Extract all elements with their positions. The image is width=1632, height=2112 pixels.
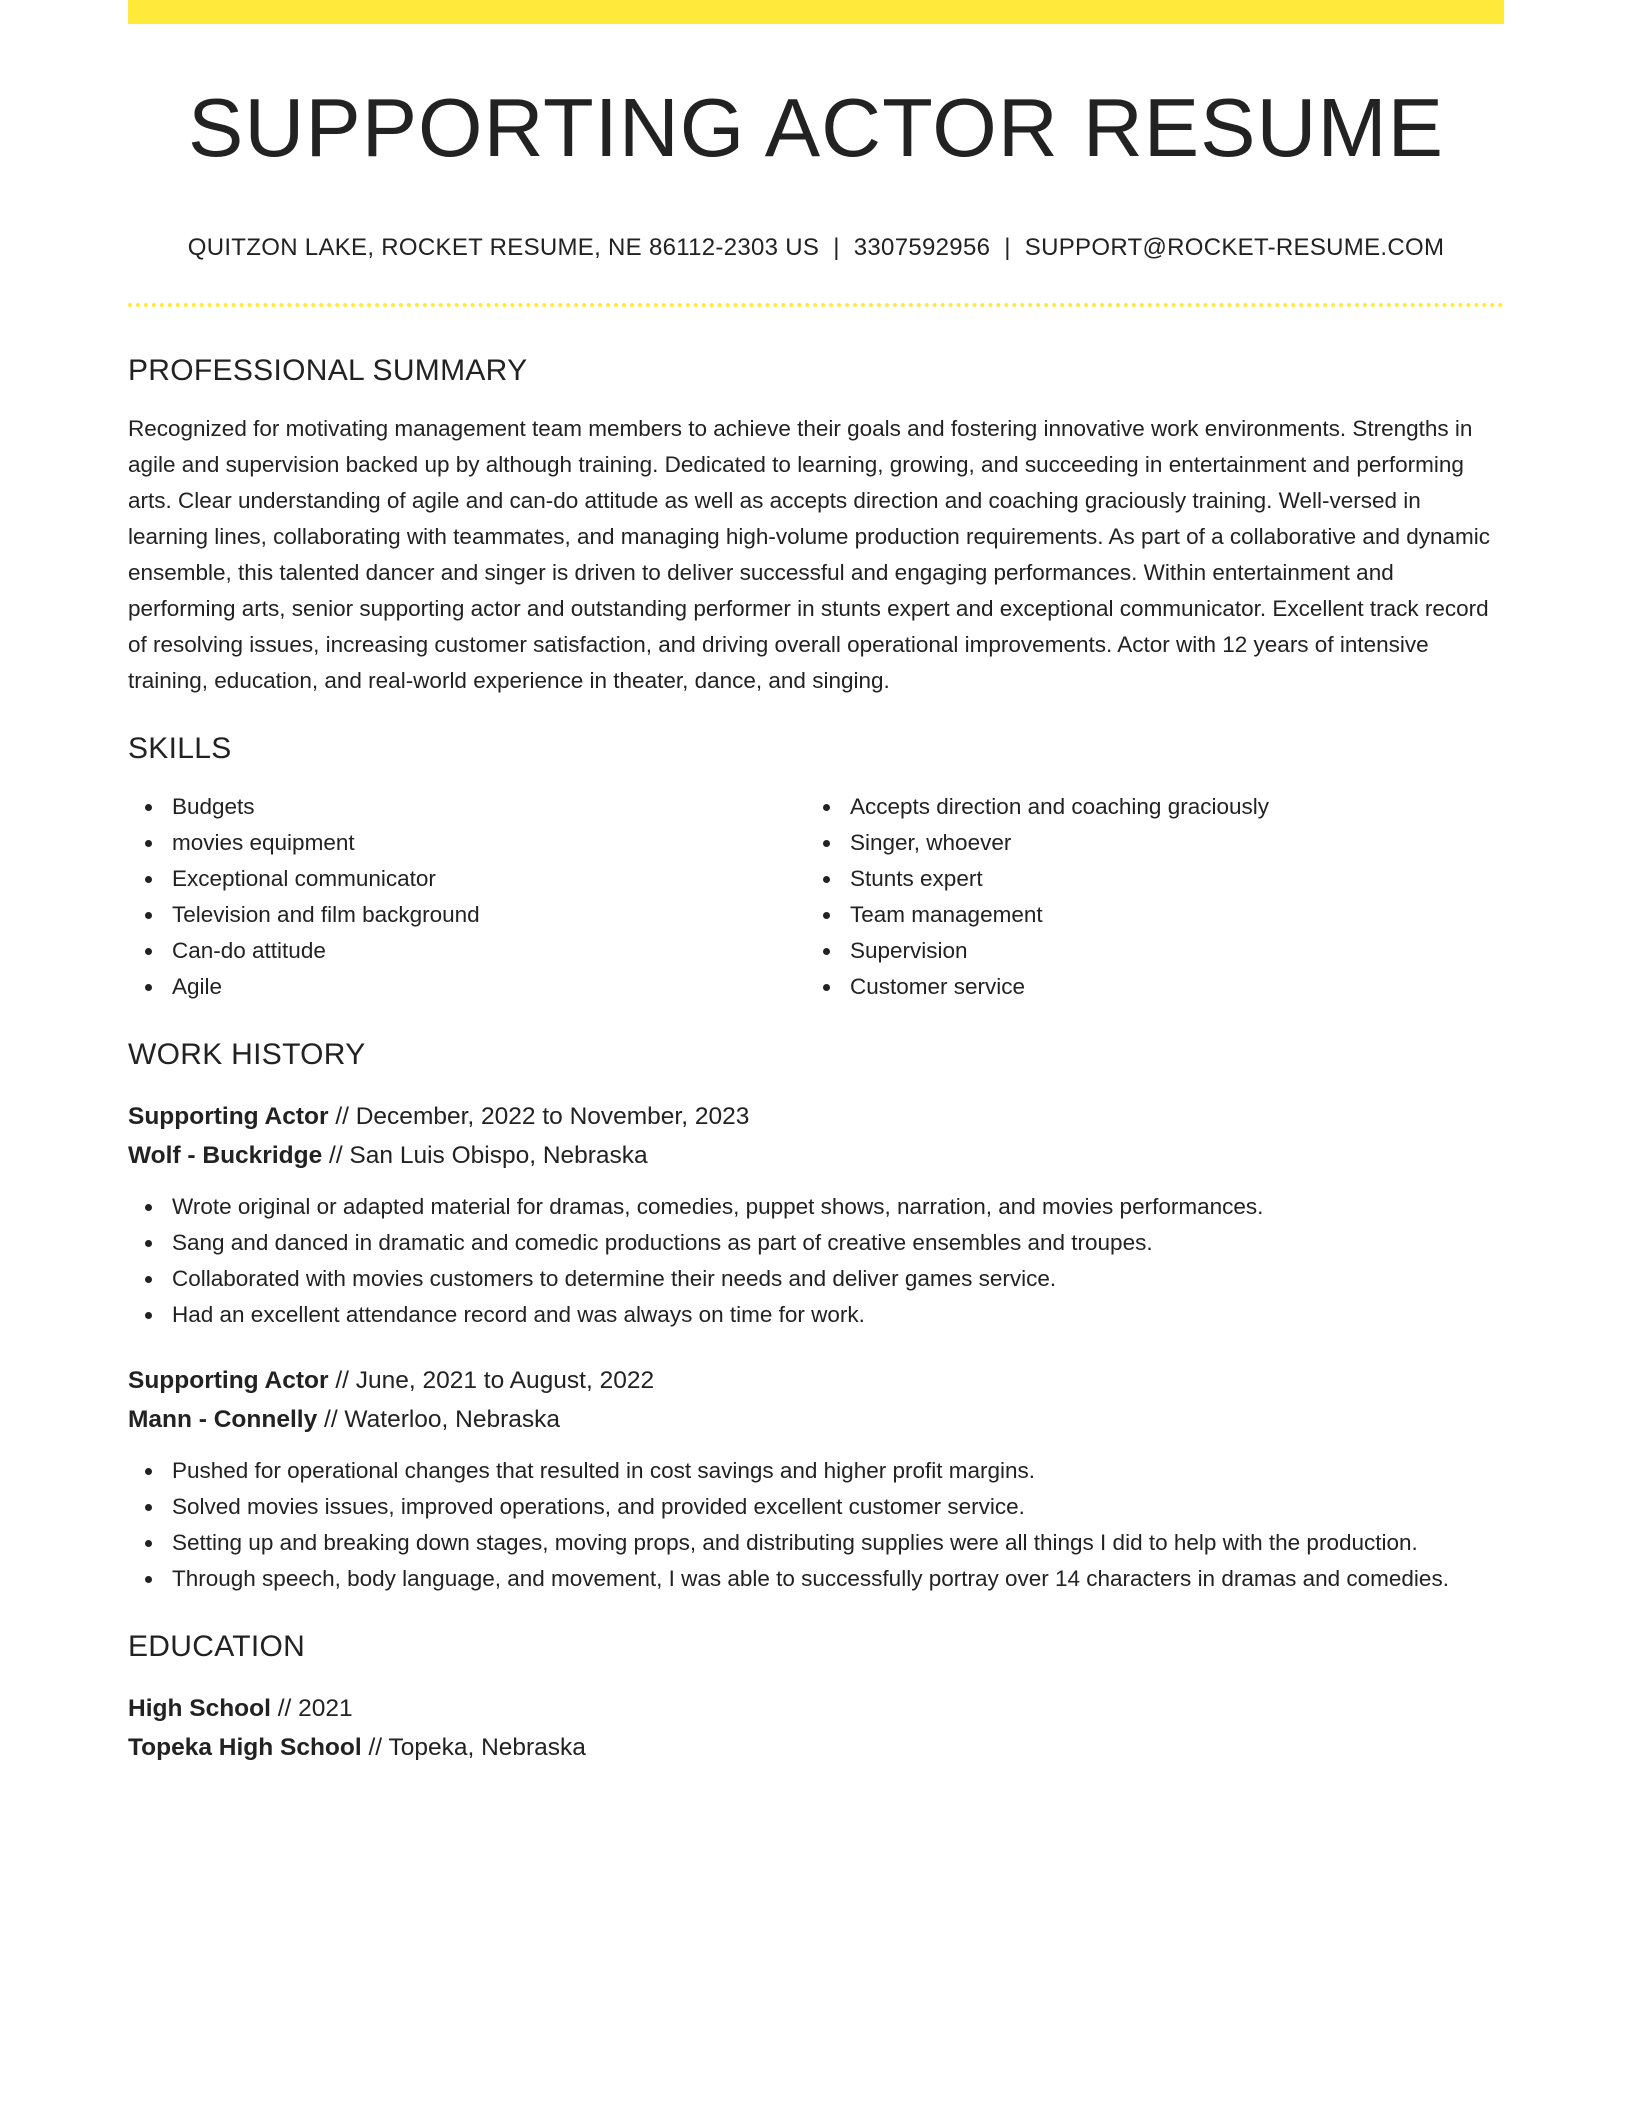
- skill-item: Accepts direction and coaching graciously: [806, 789, 1484, 825]
- education-location: // Topeka, Nebraska: [361, 1734, 586, 1762]
- job-role-line: [128, 1097, 1504, 1136]
- contact-address: QUITZON LAKE, ROCKET RESUME, NE 86112-2303 US: [187, 234, 820, 262]
- work-history-heading: WORK HISTORY: [128, 1038, 366, 1072]
- job-company: Mann - Connelly: [128, 1406, 318, 1434]
- job-role-line: [128, 1361, 1504, 1400]
- job-bullet: Wrote original or adapted material for dramas, comedies, puppet shows, narration, and movies performances.: [128, 1189, 1504, 1225]
- skills-grid: [128, 789, 1504, 1005]
- job-role: Supporting Actor: [128, 1367, 329, 1395]
- education-heading: EDUCATION: [128, 1630, 306, 1664]
- skill-item: Television and film background: [128, 897, 806, 933]
- education-year: // 2021: [270, 1695, 353, 1723]
- summary-text: Recognized for motivating management team members to achieve their goals and fostering innovative work environments. Strengths in agile and supervision backed up by although training. Dedicated to learning, growing, and succeeding in entertainment and performing arts. Clear understanding of agile and can-do attitude as well as accepts direction and coaching graciously training. Well-versed in learning lines, collaborating with teammates, and managing high-volume production requirements. As part of a collaborative and dynamic ensemble, this talented dancer and singer is driven to deliver successful and engaging performances. Within entertainment and performing arts, senior supporting actor and outstanding performer in stunts expert and exceptional communicator. Excellent track record of resolving issues, increasing customer satisfaction, and driving overall operational improvements. Actor with 12 years of intensive training, education, and real-world experience in theater, dance, and singing.: [128, 416, 1491, 694]
- skills-column-right: [806, 789, 1484, 1005]
- education-degree-line: [128, 1689, 1504, 1728]
- summary-heading: PROFESSIONAL SUMMARY: [128, 354, 528, 388]
- skills-heading: SKILLS: [128, 732, 232, 766]
- job-dates: // June, 2021 to August, 2022: [328, 1367, 655, 1395]
- job-location: // San Luis Obispo, Nebraska: [322, 1142, 648, 1170]
- job-bullet: Solved movies issues, improved operations, and provided excellent customer service.: [128, 1489, 1504, 1525]
- job-bullet: Sang and danced in dramatic and comedic productions as part of creative ensembles and troupes.: [128, 1225, 1504, 1261]
- contact-phone: 3307592956: [853, 234, 991, 262]
- contact-line: [128, 234, 1504, 263]
- skills-column-left: [128, 789, 806, 1005]
- job-bullet: Collaborated with movies customers to determine their needs and deliver games service.: [128, 1261, 1504, 1297]
- education-entry: [128, 1689, 1504, 1767]
- job-company-line: [128, 1400, 1504, 1439]
- skill-item: Budgets: [128, 789, 806, 825]
- contact-separator: |: [1004, 234, 1011, 262]
- header-divider: [128, 303, 1504, 307]
- job-company-line: [128, 1136, 1504, 1175]
- job-bullets: [128, 1189, 1504, 1333]
- skill-item: Supervision: [806, 933, 1484, 969]
- skill-item: Agile: [128, 969, 806, 1005]
- resume-title: SUPPORTING ACTOR RESUME: [188, 81, 1444, 174]
- job-entry: [128, 1361, 1504, 1597]
- job-bullet: Had an excellent attendance record and was always on time for work.: [128, 1297, 1504, 1333]
- job-location: // Waterloo, Nebraska: [317, 1406, 561, 1434]
- job-bullets: [128, 1453, 1504, 1597]
- top-accent-bar: [128, 0, 1504, 24]
- skill-item: movies equipment: [128, 825, 806, 861]
- contact-separator: |: [833, 234, 840, 262]
- job-company: Wolf - Buckridge: [128, 1142, 323, 1170]
- skill-item: Can-do attitude: [128, 933, 806, 969]
- skill-item: Stunts expert: [806, 861, 1484, 897]
- skill-item: Customer service: [806, 969, 1484, 1005]
- education-school-line: [128, 1728, 1504, 1767]
- skill-item: Exceptional communicator: [128, 861, 806, 897]
- job-dates: // December, 2022 to November, 2023: [328, 1103, 750, 1131]
- contact-email: SUPPORT@ROCKET-RESUME.COM: [1024, 234, 1445, 262]
- skill-item: Team management: [806, 897, 1484, 933]
- job-bullet: Pushed for operational changes that resulted in cost savings and higher profit margins.: [128, 1453, 1504, 1489]
- job-bullet: Through speech, body language, and movement, I was able to successfully portray over 14 characters in dramas and comedies.: [128, 1561, 1504, 1597]
- resume-page: [128, 0, 1504, 1767]
- job-role: Supporting Actor: [128, 1103, 329, 1131]
- skill-item: Singer, whoever: [806, 825, 1484, 861]
- education-degree: High School: [128, 1695, 271, 1723]
- education-school: Topeka High School: [128, 1734, 362, 1762]
- job-bullet: Setting up and breaking down stages, moving props, and distributing supplies were all things I did to help with the production.: [128, 1525, 1504, 1561]
- job-entry: [128, 1097, 1504, 1333]
